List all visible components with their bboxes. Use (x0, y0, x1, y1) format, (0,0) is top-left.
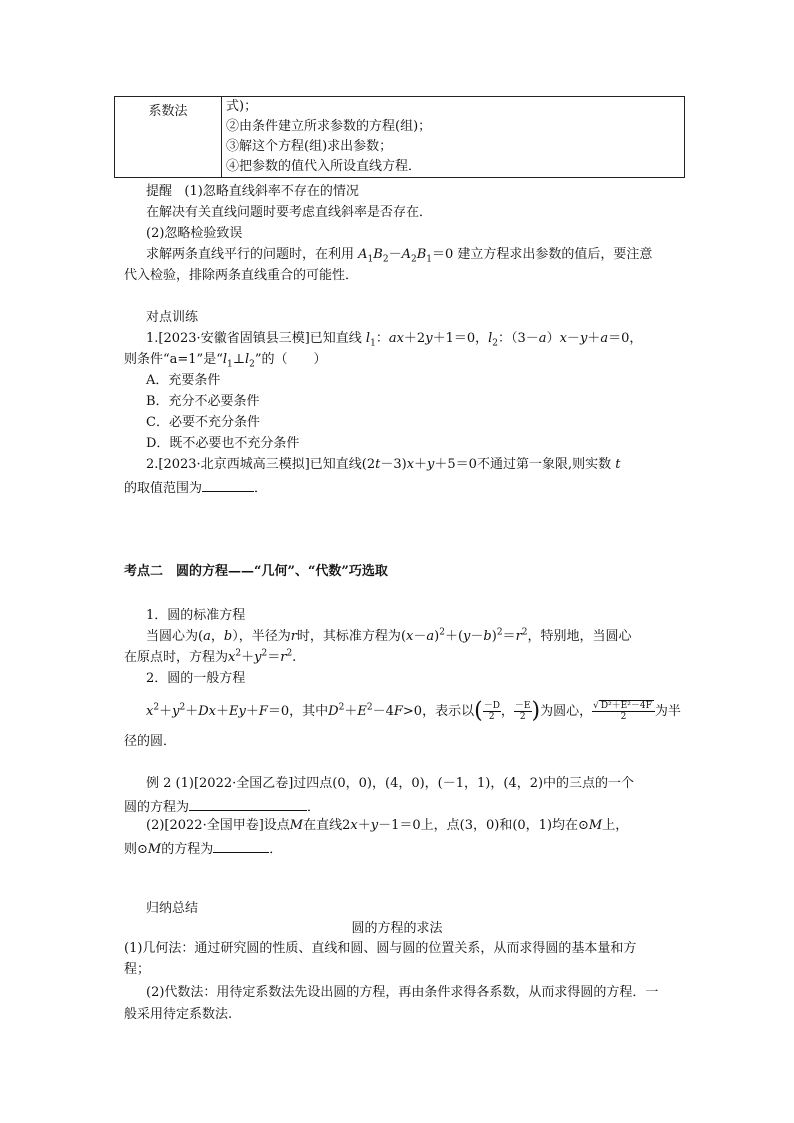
practice-q1-cond: 则条件“a=1”是“ (124, 352, 223, 367)
example-l3-end: 上， (602, 818, 629, 833)
example-l3-pre: (2)[2022·全国甲卷]设点 (146, 818, 290, 833)
example-l4-mid: 的方程为 (161, 842, 214, 857)
method-steps-cell (222, 97, 685, 178)
answer-blank (202, 478, 254, 492)
reminder-item1-title: (1)忽略直线斜率不存在的情况 (184, 184, 359, 199)
gen-center-label: 为圆心， (540, 704, 593, 719)
option-b: B．充分不必要条件 (146, 394, 260, 409)
method-step: ②由条件建立所求参数的方程(组)； (226, 119, 432, 134)
example-line3: (2)[2022·全国甲卷]设点M在直线2x＋y－1＝0上，点(3，0)和(0，1)均在⊙M上， (146, 818, 629, 833)
practice-q2-line2 (124, 478, 267, 497)
method-step: ④把参数的值代入所设直线方程． (226, 159, 422, 174)
reminder-item2-line1: 求解两条直线平行的问题时，在利用 $A_1B_2-A_2B_1=0$ 建立方程求出参数的值后，要注意 (146, 247, 653, 265)
std-l1-pre: 当圆心为( (146, 629, 204, 644)
gen-eq-line2: 径的圆． (124, 734, 177, 749)
section-heading: 考点二 圆的方程——“几何”、“代数”巧选取 (124, 564, 388, 579)
summary-p1-line1: (1)几何法：通过研究圆的性质、直线和圆、圆与圆的位置关系，从而求得圆的基本量和方 (124, 941, 637, 956)
reminder-item2-line2: 代入检验，排除两条直线重合的可能性． (124, 268, 359, 283)
example-line2 (124, 797, 320, 816)
answer-blank (213, 839, 269, 853)
gen-mid: ，其中 (289, 704, 329, 719)
center-formula: ( (474, 698, 483, 724)
practice-q2-line2-text: 的取值范围为 (124, 481, 203, 496)
example-l3-mid2: 上，点(3，0)和(0，1)均在⊙ (420, 818, 589, 833)
practice-q1-end: ”的（ ） (254, 352, 327, 367)
example-l3-mid: 在直线 (303, 818, 343, 833)
summary-head: 归纳总结 (146, 901, 199, 916)
gen-eq-line1: $x^2+y^2+Dx+Ey+F=0$，其中$D^2+E^2-4F>0$，表示以( $\frac{-D}{2}$ ， $\frac{-E}{2}$ )为圆心， $\frac{\text{√ D²＋E²－4F}}{2}$ 为半 (146, 698, 681, 724)
summary-p1-line2: 程； (124, 962, 151, 977)
std-eq-line2: 在原点时，方程为$x^2+y^2=r^2$. (124, 648, 297, 665)
example-l2-pre: 圆的方程为 (124, 800, 190, 815)
std-eq-title: 1．圆的标准方程 (146, 608, 246, 623)
radius-formula: $\frac{\text{√ D²＋E²－4F}}{2}$ (592, 701, 655, 722)
practice-q1-line2: 则条件“a=1”是“$l_1\perp l_2$”的（ ） (124, 352, 327, 370)
gen-radius-label: 为半 (654, 704, 681, 719)
example-l2-end: ． (307, 800, 321, 815)
reminder-title-line (146, 184, 359, 200)
option-a: A．充要条件 (146, 373, 221, 388)
practice-q1-line1: 1.[2023·安徽省固镇县三模]已知直线 $l_1$：ax＋2y＋1＝0，$l_2$：（3－a）x－y＋a＝0， (146, 331, 643, 349)
reminder-item1-text: 在解决有关直线问题时要考虑直线斜率是否存在． (146, 205, 433, 220)
summary-title: 圆的方程的求法 (351, 921, 443, 936)
std-l1-post: ，特别地，当圆心 (527, 629, 632, 644)
std-l1-mid: ），半径为 (232, 629, 291, 644)
std-l1-mid2: 时，其标准方程为 (296, 629, 401, 644)
option-d: D．既不必要也不充分条件 (146, 436, 300, 451)
practice-q2-end: ． (254, 481, 268, 496)
std-l2-pre: 在原点时，方程为 (124, 650, 229, 665)
example-l4-end: ． (269, 842, 283, 857)
method-table (114, 96, 685, 178)
example-line1: 例 2 (1)[2022·全国乙卷]过四点(0，0)，(4，0)，(－1，1)，(4，2)中的三点的一个 (146, 776, 635, 791)
practice-q2-mid: 不通过第一象限,则实数 (476, 457, 612, 472)
practice-title: 对点训练 (146, 310, 199, 325)
gen-mid2: ，表示以 (422, 704, 475, 719)
reminder-item2-post: 建立方程求出参数的值后，要注意 (457, 247, 653, 262)
practice-q2-pre: 2.[2023·北京西城高三模拟]已知直线 (146, 457, 362, 472)
summary-p2-line1: (2)代数法：用待定系数法先设出圆的方程，再由条件求得各系数，从而求得圆的方程．一 (146, 985, 659, 1000)
reminder-item2-title: (2)忽略检验致误 (146, 226, 243, 241)
option-c: C．必要不充分条件 (146, 415, 260, 430)
method-name-cell: 系数法 (115, 97, 222, 178)
practice-q1-pre: 1.[2023·安徽省固镇县三模]已知直线 (146, 331, 362, 346)
example-l4-pre: 则⊙ (124, 842, 148, 857)
method-step: 式)； (226, 99, 258, 114)
std-eq-line1: 当圆心为(a，b），半径为r时，其标准方程为$(x-a)^2+(y-b)^2=r^2$，特别地，当圆心 (146, 627, 632, 644)
method-step: ③解这个方程(组)求出参数； (226, 139, 393, 154)
reminder-item2-pre: 求解两条直线平行的问题时，在利用 (146, 247, 355, 262)
answer-blank (189, 797, 307, 811)
example-line4: 则⊙M的方程为 ． (124, 839, 282, 858)
gen-eq-title: 2．圆的一般方程 (146, 671, 246, 686)
reminder-head: 提醒 (146, 184, 173, 199)
summary-p2-line2: 般采用待定系数法. (124, 1007, 233, 1022)
practice-q2-line1: 2.[2023·北京西城高三模拟]已知直线(2t－3)x＋y＋5＝0不通过第一象限,则实数 t (146, 457, 621, 472)
